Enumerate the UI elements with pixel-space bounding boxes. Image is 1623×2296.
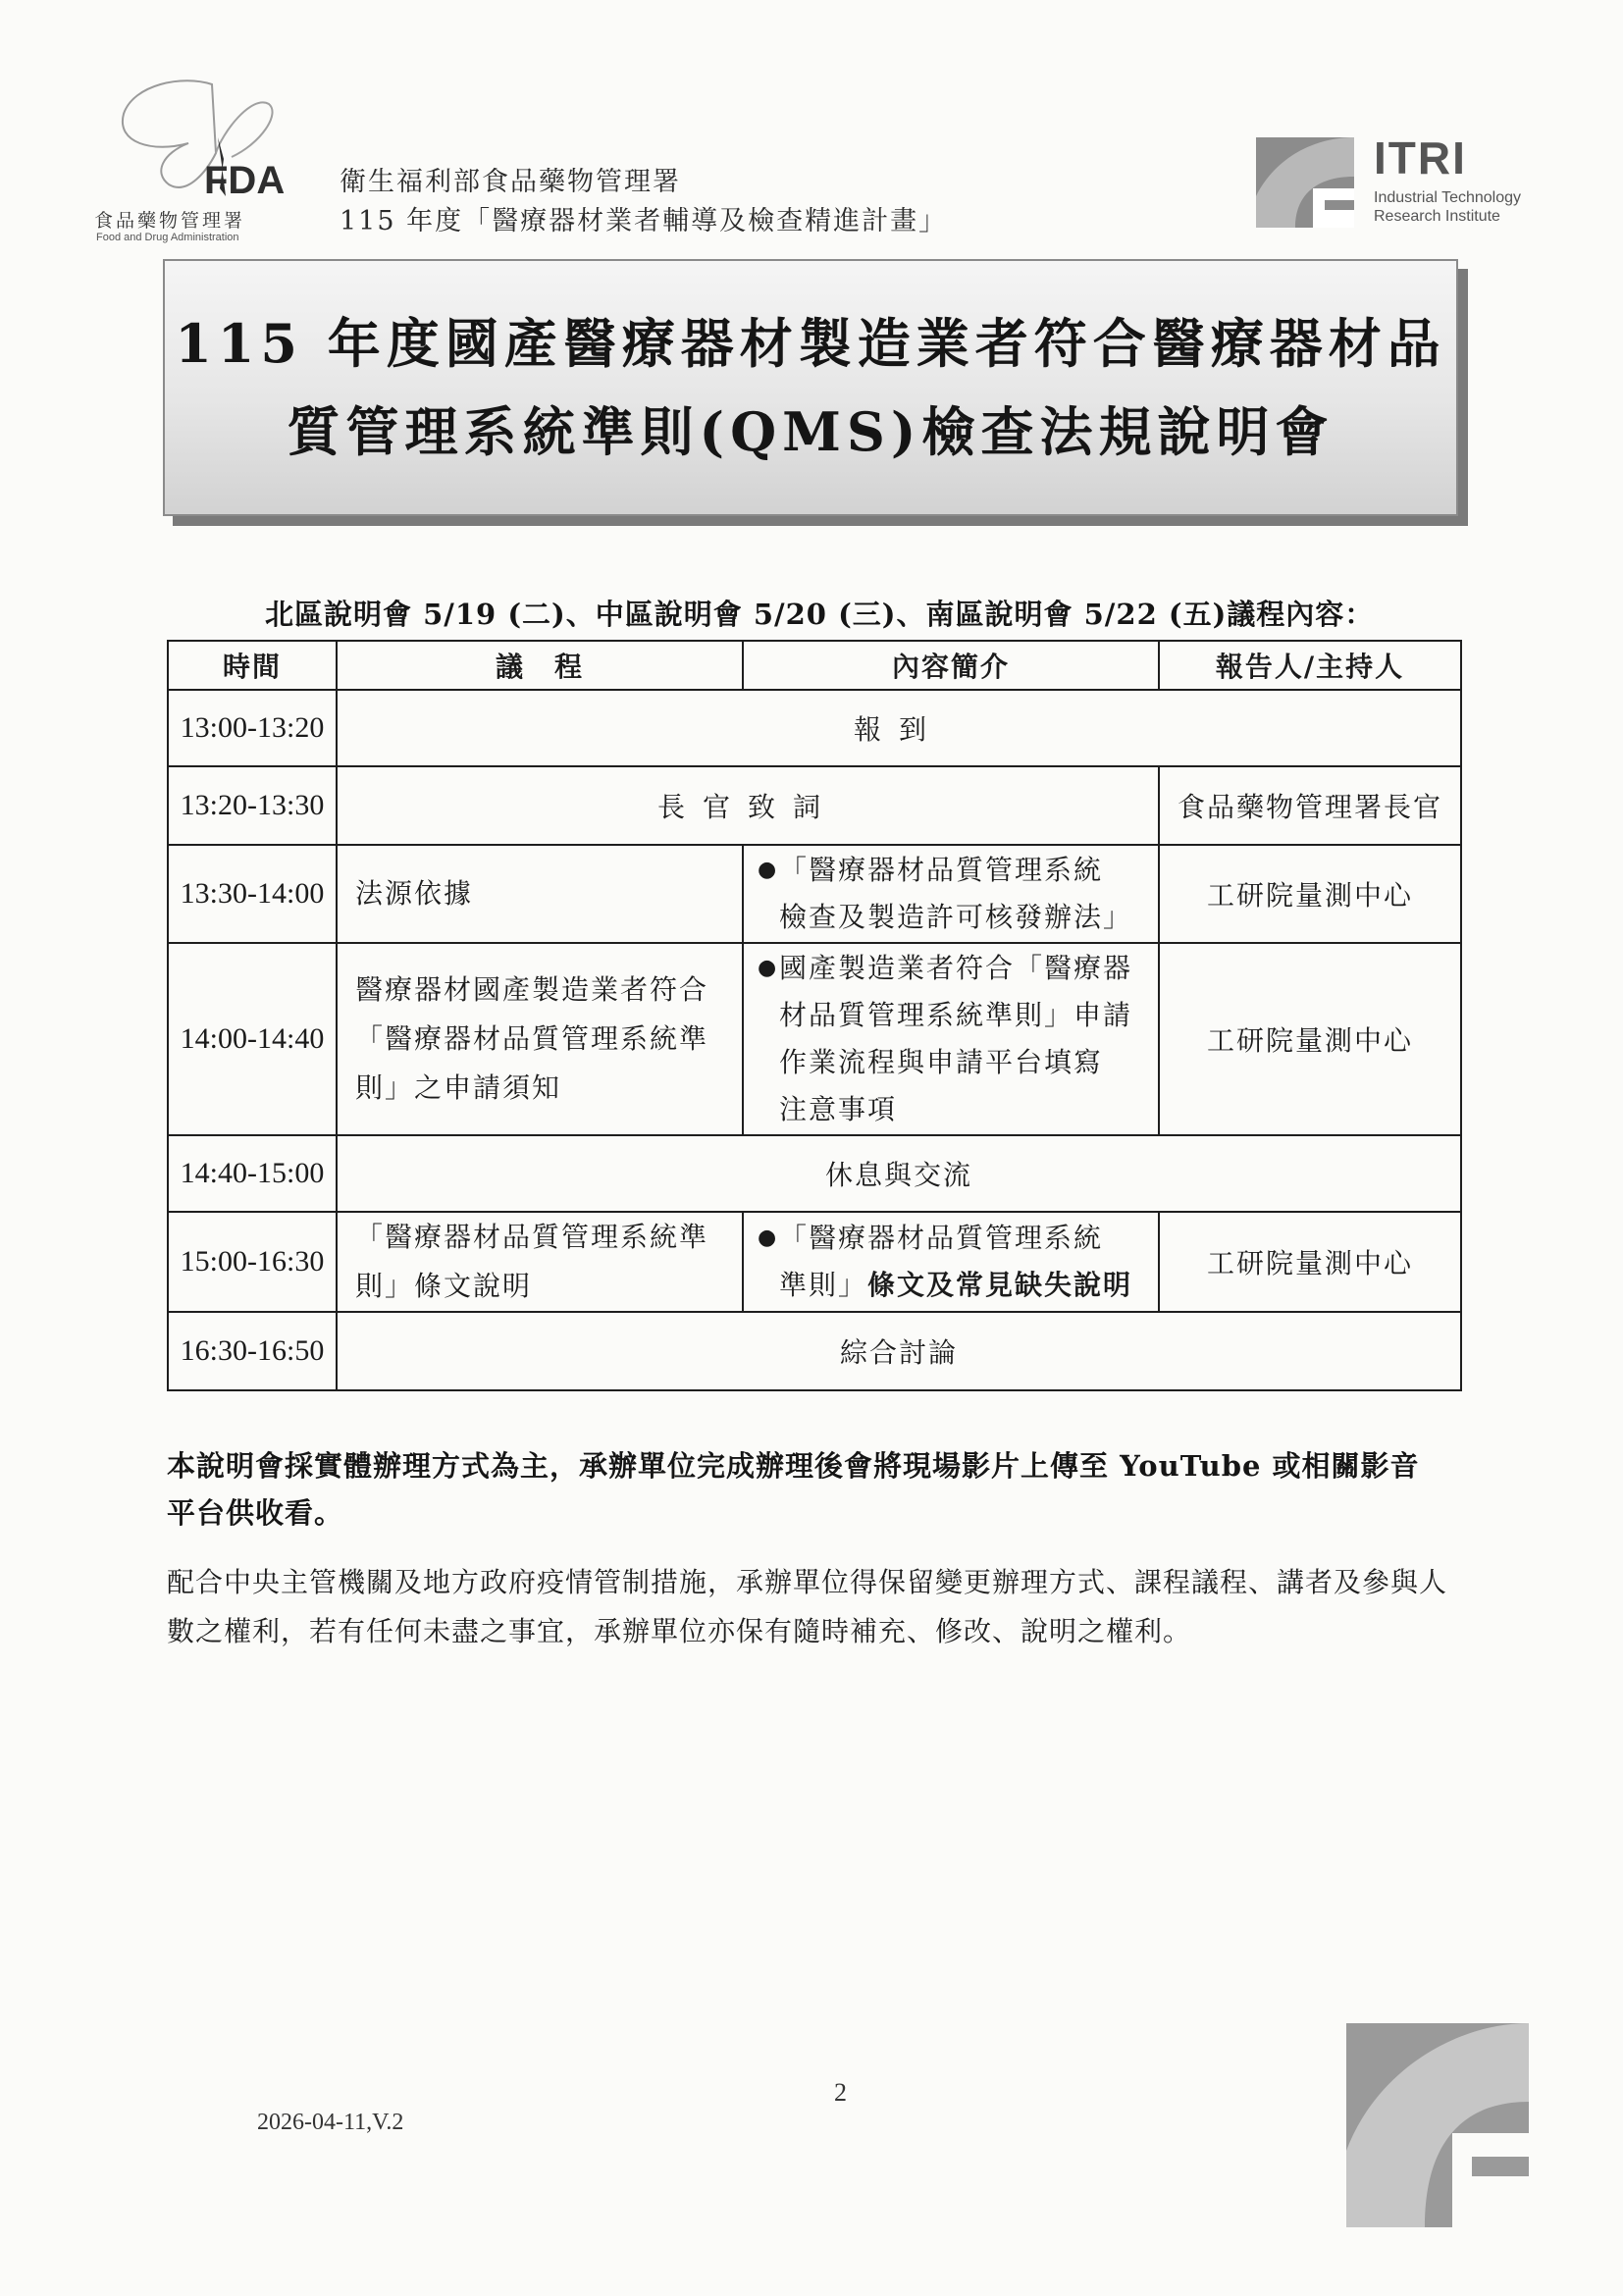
sponsor-block <box>340 163 947 241</box>
row-label: 休息與交流 <box>337 1135 1461 1212</box>
itri-logo-icon <box>1256 137 1354 228</box>
note-online-broadcast: 本說明會採實體辦理方式為主，承辦單位完成辦理後會將現場影片上傳至 YouTube 或相關影音平台供收看。 <box>167 1449 1420 1530</box>
fda-logo-word: FDA <box>204 159 286 202</box>
row-time: 13:30-14:00 <box>168 845 337 943</box>
fda-logo <box>94 75 316 247</box>
agenda-table <box>167 640 1462 1391</box>
itri-logo-sub-2: Research Institute <box>1374 208 1500 225</box>
header-speaker: 報告人/主持人 <box>1159 641 1461 690</box>
row-time: 13:20-13:30 <box>168 766 337 845</box>
table-row <box>168 1135 1461 1212</box>
row-content-bold-text: 條文及常見缺失說明 <box>867 1269 1133 1301</box>
document-version: 2026-04-11,V.2 <box>257 2110 404 2135</box>
note-rights-reserved: 配合中央主管機關及地方政府疫情管制措施，承辦單位得保留變更辦理方式、課程議程、講者及參與人數之權利，若有任何未盡之事宜，承辦單位亦保有隨時補充、修改、說明之權利。 <box>167 1566 1448 1647</box>
row-topic: 「醫療器材品質管理系統準則」條文說明 <box>337 1212 743 1312</box>
row-label: 長官致詞 <box>337 766 1159 845</box>
row-speaker: 工研院量測中心 <box>1159 943 1461 1135</box>
table-row <box>168 1212 1461 1312</box>
table-row <box>168 943 1461 1135</box>
sponsor-line-1: 衛生福利部食品藥物管理署 <box>340 167 681 197</box>
page-title-line-2: 質管理系統準則(QMS)檢查法規說明會 <box>287 400 1335 463</box>
table-row <box>168 690 1461 766</box>
page-number: 2 <box>834 2078 847 2107</box>
row-label: 綜合討論 <box>337 1312 1461 1390</box>
row-time: 14:40-15:00 <box>168 1135 337 1212</box>
row-content-text: 國產製造業者符合「醫療器材品質管理系統準則」申請 作業流程與申請平台填寫 注意事項 <box>779 952 1133 1125</box>
header-time: 時間 <box>168 641 337 690</box>
fda-logo-cn: 食品藥物管理署 <box>94 210 246 232</box>
row-time: 14:00-14:40 <box>168 943 337 1135</box>
row-time: 15:00-16:30 <box>168 1212 337 1312</box>
row-content-text: 「醫療器材品質管理系統 檢查及製造許可核發辦法」 <box>779 854 1133 933</box>
row-content <box>743 943 1159 1135</box>
itri-corner-logo-icon <box>1346 2023 1529 2227</box>
row-content-text: 「醫療器材品質管理系統 準則」 <box>779 1222 1104 1301</box>
fda-logo-en: Food and Drug Administration <box>96 232 239 243</box>
table-row <box>168 766 1461 845</box>
table-row <box>168 845 1461 943</box>
row-time: 16:30-16:50 <box>168 1312 337 1390</box>
row-label: 報到 <box>337 690 1461 766</box>
bullet-icon: ● <box>758 858 779 882</box>
header-topic: 議 程 <box>337 641 743 690</box>
title-box <box>163 259 1458 516</box>
sponsor-line-2: 115 年度「醫療器材業者輔導及檢查精進計畫」 <box>340 206 948 236</box>
row-topic: 醫療器材國產製造業者符合「醫療器材品質管理系統準則」之申請須知 <box>337 943 743 1135</box>
row-speaker: 工研院量測中心 <box>1159 845 1461 943</box>
table-row <box>168 1312 1461 1390</box>
schedule-caption: 北區說明會 5/19 (二)、中區說明會 5/20 (三)、南區說明會 5/22 (五)議程內容： <box>265 598 1375 631</box>
row-speaker: 食品藥物管理署長官 <box>1159 766 1461 845</box>
row-content <box>743 1212 1159 1312</box>
itri-logo-sub-1: Industrial Technology <box>1374 189 1522 206</box>
itri-logo-text <box>1374 133 1521 226</box>
row-content <box>743 845 1159 943</box>
row-speaker: 工研院量測中心 <box>1159 1212 1461 1312</box>
row-topic: 法源依據 <box>337 845 743 943</box>
agenda-header-row <box>168 641 1461 690</box>
bullet-icon: ● <box>758 1226 779 1250</box>
page-title-line-1: 115 年度國產醫療器材製造業者符合醫療器材品 <box>175 312 1446 375</box>
bullet-icon: ● <box>758 956 779 980</box>
itri-logo-word: ITRI <box>1374 132 1467 183</box>
header-content: 內容簡介 <box>743 641 1159 690</box>
row-time: 13:00-13:20 <box>168 690 337 766</box>
